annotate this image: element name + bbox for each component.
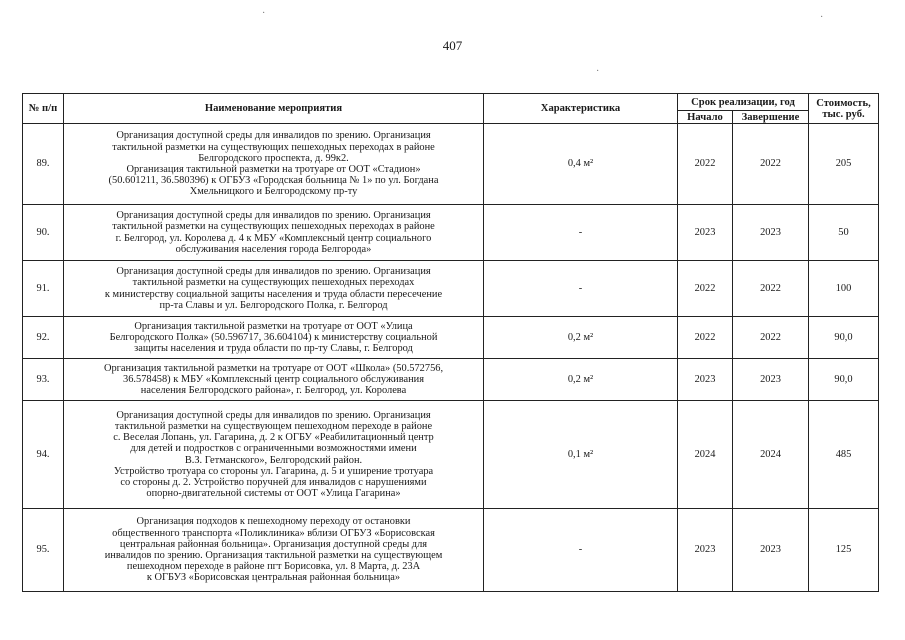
- row-cost: 100: [809, 261, 879, 317]
- row-start: 2022: [678, 261, 733, 317]
- page-number: 407: [442, 38, 463, 53]
- header-cost: Стоимость, тыс. руб.: [809, 94, 879, 124]
- row-name: Организация тактильной разметки на тротуаре от ООТ «Улица Белгородского Полка» (50.596717, 36.604104) к министерству социальной защиты населения и труда области по пр-ту Славы, г. Белгород: [64, 317, 484, 359]
- table-row: [23, 401, 879, 509]
- row-start: 2024: [678, 401, 733, 509]
- row-end: 2024: [733, 401, 809, 509]
- activities-table: [22, 93, 879, 592]
- scan-speck: ·: [262, 8, 266, 19]
- scan-speck: ·: [820, 12, 824, 23]
- row-num: 94.: [23, 401, 64, 509]
- row-start: 2022: [678, 317, 733, 359]
- table-row: [23, 261, 879, 317]
- row-num: 90.: [23, 205, 64, 261]
- row-cost: 50: [809, 205, 879, 261]
- header-end: Завершение: [733, 111, 809, 124]
- row-end: 2023: [733, 509, 809, 592]
- row-num: 93.: [23, 359, 64, 401]
- row-name: Организация доступной среды для инвалидов по зрению. Организация тактильной разметки на существующих пешеходных переходах в районе г. Белгород, ул. Королева д. 4 к МБУ «Комплексный центр социального обслуживания населения города Белгорода»: [64, 205, 484, 261]
- row-characteristic: 0,2 м²: [484, 317, 678, 359]
- scan-speck: ·: [596, 66, 600, 77]
- row-name: Организация доступной среды для инвалидов по зрению. Организация тактильной разметки на существующих пешеходных переходах к министерству социальной защиты населения и труда области пересечение пр-та Славы и ул. Белгородского Полка, г. Белгород: [64, 261, 484, 317]
- row-end: 2022: [733, 317, 809, 359]
- row-cost: 205: [809, 124, 879, 205]
- header-characteristic: Характеристика: [484, 94, 678, 124]
- row-cost: 90,0: [809, 317, 879, 359]
- row-num: 89.: [23, 124, 64, 205]
- row-cost: 90,0: [809, 359, 879, 401]
- row-characteristic: -: [484, 205, 678, 261]
- table-row: [23, 317, 879, 359]
- row-name: Организация доступной среды для инвалидов по зрению. Организация тактильной разметки на существующих пешеходных переходах в районе Белгородского проспекта, д. 99к2. Организация тактильной разметки на тротуаре от ООТ «Стадион» (50.601211, 36.580396) к ОГБУЗ «Городская больница № 1» по ул. Богдана Хмельницкого и Белгородскому пр-ту: [64, 124, 484, 205]
- header-period: Срок реализации, год: [678, 94, 809, 111]
- row-cost: 485: [809, 401, 879, 509]
- row-characteristic: 0,4 м²: [484, 124, 678, 205]
- row-characteristic: 0,1 м²: [484, 401, 678, 509]
- row-end: 2023: [733, 205, 809, 261]
- row-start: 2023: [678, 509, 733, 592]
- row-end: 2023: [733, 359, 809, 401]
- row-num: 91.: [23, 261, 64, 317]
- row-name: Организация доступной среды для инвалидов по зрению. Организация тактильной разметки на существующем пешеходном переходе в районе с. Веселая Лопань, ул. Гагарина, д. 2 к ОГБУ «Реабилитационный центр для детей и подростков с ограниченными возможностями имени В.З. Гетманского», Белгородский район. Устройство тротуара со стороны ул. Гагарина, д. 5 и уширение тротуара со стороны д. 2. Устройство поручней для инвалидов с нарушениями опорно-двигательной системы от ООТ «Улица Гагарина»: [64, 401, 484, 509]
- row-characteristic: -: [484, 509, 678, 592]
- row-start: 2023: [678, 205, 733, 261]
- row-name: Организация подходов к пешеходному переходу от остановки общественного транспорта «Поликлиника» вблизи ОГБУЗ «Борисовская центральная районная больница». Организация доступной среды для инвалидов по зрению. Организация тактильной разметки на существующем пешеходном переходе в районе пгт Борисовка, ул. 8 Марта, д. 23А к ОГБУЗ «Борисовская центральная районная больница»: [64, 509, 484, 592]
- row-end: 2022: [733, 261, 809, 317]
- header-num: № п/п: [23, 94, 64, 124]
- table-row: [23, 124, 879, 205]
- row-name: Организация тактильной разметки на тротуаре от ООТ «Школа» (50.572756, 36.578458) к МБУ «Комплексный центр социального обслуживания населения Белгородского района», г. Белгород, ул. Королева: [64, 359, 484, 401]
- header-start: Начало: [678, 111, 733, 124]
- header-name: Наименование мероприятия: [64, 94, 484, 124]
- row-num: 92.: [23, 317, 64, 359]
- row-characteristic: -: [484, 261, 678, 317]
- table-row: [23, 359, 879, 401]
- row-cost: 125: [809, 509, 879, 592]
- table-row: [23, 205, 879, 261]
- table-row: [23, 509, 879, 592]
- row-characteristic: 0,2 м²: [484, 359, 678, 401]
- row-start: 2023: [678, 359, 733, 401]
- row-end: 2022: [733, 124, 809, 205]
- row-num: 95.: [23, 509, 64, 592]
- row-start: 2022: [678, 124, 733, 205]
- table-header-row: [23, 94, 879, 111]
